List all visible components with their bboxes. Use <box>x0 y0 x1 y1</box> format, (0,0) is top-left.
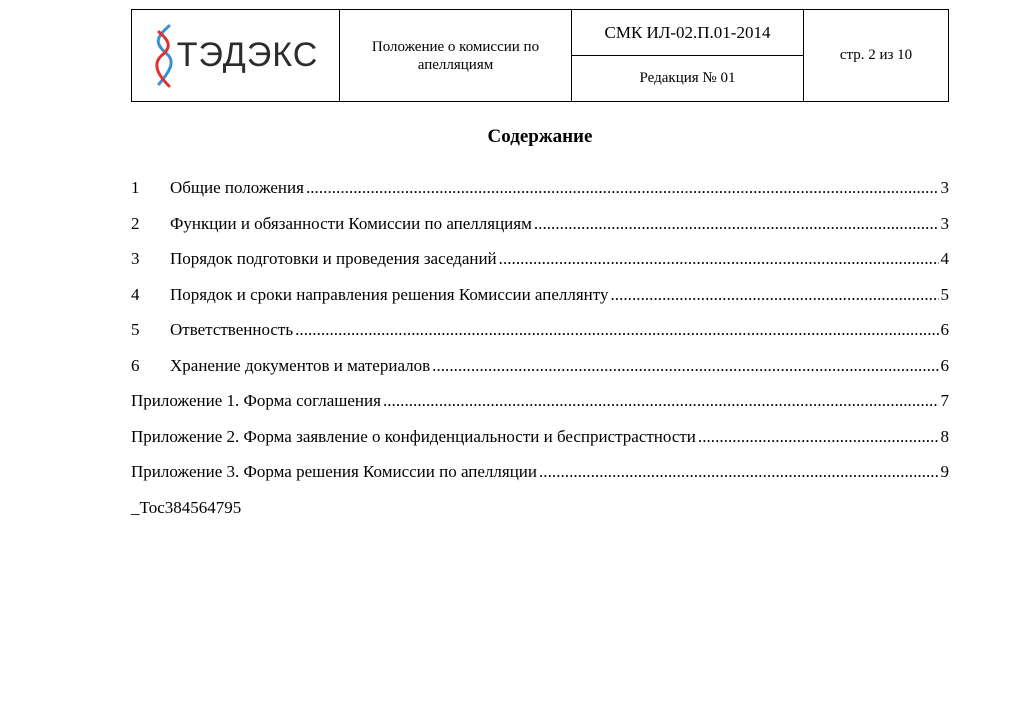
toc-item[interactable] <box>131 356 949 392</box>
toc-leader-dots <box>539 462 939 482</box>
company-logo <box>132 10 339 101</box>
toc-appendix-label: Приложение 3. Форма решения Комиссии по апелляции <box>131 462 537 481</box>
toc-item-number: 6 <box>131 355 140 375</box>
logo-cell <box>132 10 340 102</box>
revision-label: Редакция № 01 <box>639 70 736 86</box>
toc-appendix-label: Приложение 1. Форма соглашения <box>131 391 381 410</box>
toc-appendix-label: Приложение 2. Форма заявление о конфиденциальности и беспристрастности <box>131 426 696 446</box>
toc-leader-dots <box>383 391 939 411</box>
toc-appendix-item[interactable] <box>131 462 949 498</box>
toc-item-page: 5 <box>940 284 949 304</box>
page-info: стр. 2 из 10 <box>839 47 913 63</box>
toc-item-label: Хранение документов и материалов <box>170 355 431 375</box>
toc-item-number: 4 <box>131 284 140 304</box>
toc-leader-dots <box>499 249 939 269</box>
toc-leader-dots <box>698 427 939 447</box>
toc-leader-dots <box>610 285 938 305</box>
toc-title: Содержание <box>487 126 593 147</box>
toc-item-number: 1 <box>131 178 140 197</box>
toc-appendix-item[interactable] <box>131 427 949 463</box>
toc-item-number: 5 <box>131 320 140 339</box>
toc-item[interactable] <box>131 178 949 214</box>
toc-appendix-page: 7 <box>940 391 949 410</box>
toc-item-page: 4 <box>940 249 949 268</box>
toc-item-page: 6 <box>940 320 949 339</box>
toc-item-label: Общие положения <box>170 178 304 197</box>
document-header <box>131 9 949 102</box>
dna-helix-icon <box>153 24 175 88</box>
toc-leader-dots <box>534 214 939 234</box>
logo-text: ТЭДЭКС <box>176 36 319 74</box>
toc-item-label: Ответственность <box>170 320 294 339</box>
toc-item[interactable] <box>131 285 949 321</box>
toc-appendix-page: 8 <box>940 426 949 446</box>
toc-leader-dots <box>432 356 938 376</box>
toc-item[interactable] <box>131 214 949 250</box>
toc-appendix-item[interactable] <box>131 391 949 427</box>
toc-item-label: Порядок подготовки и проведения заседаний <box>170 249 497 268</box>
page-info-cell <box>804 10 949 102</box>
document-code: СМК ИЛ-02.П.01-2014 <box>572 10 803 56</box>
toc-bookmark-text: _Toc384564795 <box>131 497 242 517</box>
document-title-cell <box>340 10 572 102</box>
toc-leader-dots <box>295 320 938 340</box>
table-of-contents <box>131 178 949 533</box>
toc-appendix-page: 9 <box>940 462 949 481</box>
toc-item[interactable] <box>131 320 949 356</box>
toc-item-label: Функции и обязанности Комиссии по апелляциям <box>170 213 532 233</box>
toc-item-number: 2 <box>131 213 140 233</box>
document-code-cell <box>572 10 804 102</box>
toc-leader-dots <box>306 178 939 198</box>
toc-item-page: 3 <box>940 213 949 233</box>
toc-item-page: 6 <box>940 355 949 375</box>
document-title: Положение о комиссии по апелляциям <box>371 38 540 73</box>
toc-item[interactable] <box>131 249 949 285</box>
toc-item-label: Порядок и сроки направления решения Комиссии апеллянту <box>170 284 609 304</box>
toc-item-number: 3 <box>131 249 140 268</box>
toc-item-page: 3 <box>940 178 949 197</box>
